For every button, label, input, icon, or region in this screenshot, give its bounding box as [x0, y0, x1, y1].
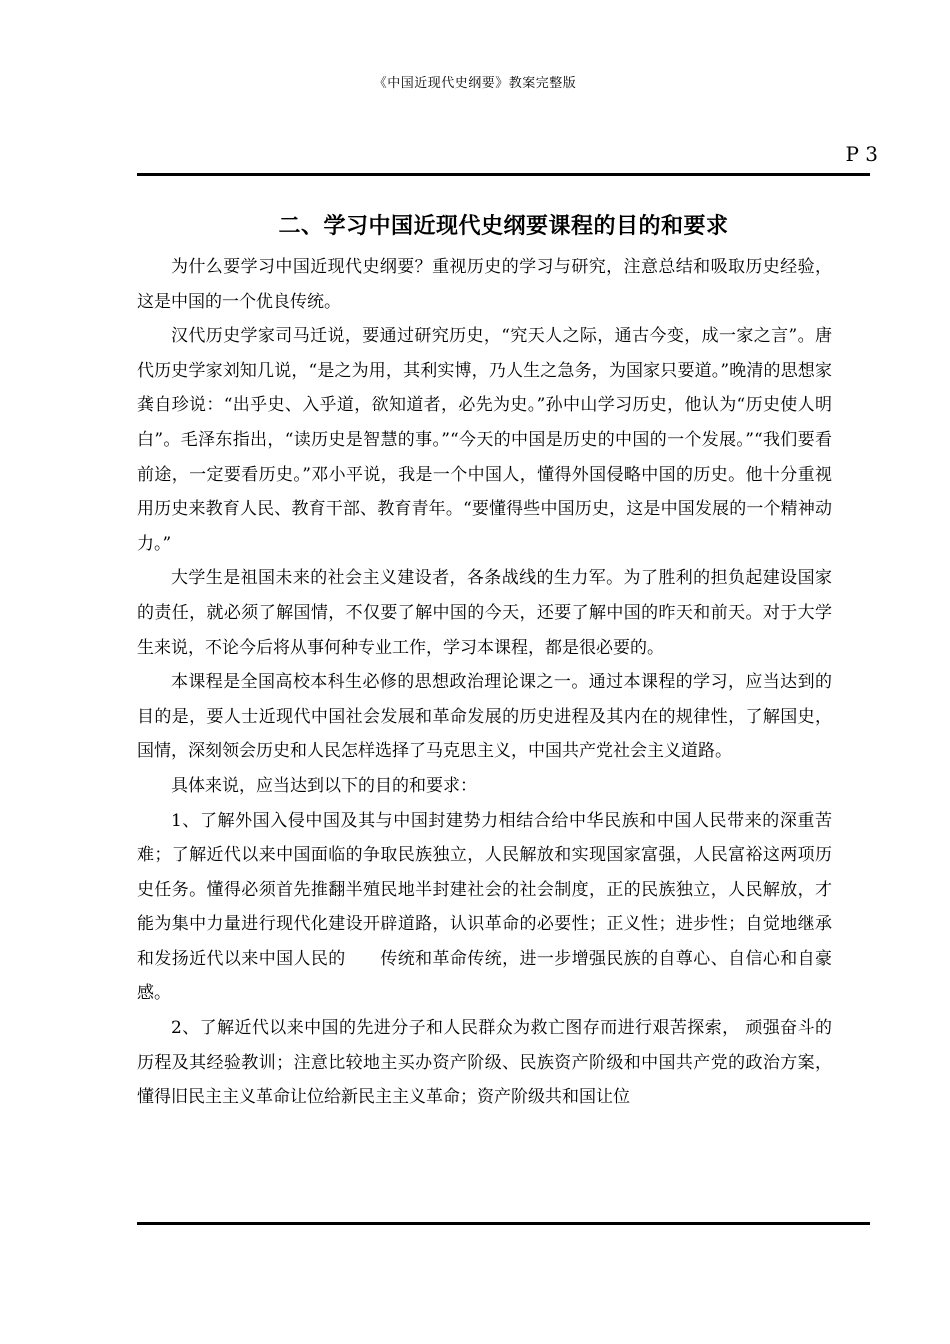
- header-rule: [137, 173, 870, 176]
- paragraph: 本课程是全国高校本科生必修的思想政治理论课之一。通过本课程的学习，应当达到的目的是，要人士近现代中国社会发展和革命发展的历史进程及其内在的规律性，了解国史，国情，深刻领会历史和人民怎样选择了马克思主义，中国共产党社会主义道路。: [137, 672, 832, 762]
- page-number: P 3: [845, 142, 878, 166]
- running-header: 《中国近现代史纲要》教案完整版: [373, 76, 577, 91]
- paragraph: 2、了解近代以来中国的先进分子和人民群众为救亡图存而进行艰苦探索， 顽强奋斗的历程及其经验教训；注意比较地主买办资产阶级、民族资产阶级和中国共产党的政治方案，懂得旧民主主义革命让位给新民主主义革命；资产阶级共和国让位: [137, 1018, 832, 1108]
- footer-rule: [137, 1222, 870, 1225]
- paragraph: 具体来说，应当达到以下的目的和要求：: [171, 775, 477, 796]
- section-title: 二、学习中国近现代史纲要课程的目的和要求: [278, 213, 729, 239]
- body-text: [137, 250, 832, 1115]
- paragraph: 汉代历史学家司马迁说，要通过研究历史，“究天人之际，通古今变，成一家之言”。唐代历史学家刘知几说，“是之为用，其利实博，乃人生之急务，为国家只要道。”晚清的思想家龚自珍说：“出乎史、入乎道，欲知道者，必先为史。”孙中山学习历史，他认为“历史使人明白”。毛泽东指出，“读历史是智慧的事。”“今天的中国是历史的中国的一个发展。”“我们要看前途，一定要看历史。”邓小平说，我是一个中国人，懂得外国侵略中国的历史。他十分重视用历史来教育人民、教育干部、教育青年。“要懂得些中国历史，这是中国发展的一个精神动力。”: [137, 326, 832, 554]
- paragraph: 1、了解外国入侵中国及其与中国封建势力相结合给中华民族和中国人民带来的深重苦难；了解近代以来中国面临的争取民族独立，人民解放和实现国家富强，人民富裕这两项历史任务。懂得必须首先推翻半殖民地半封建社会的社会制度，正的民族独立，人民解放，才能为集中力量进行现代化建设开辟道路，认识革命的必要性；正义性；进步性；自觉地继承和发扬近代以来中国人民的 传统和革命传统，进一步增强民族的自尊心、自信心和自豪感。: [137, 810, 832, 1004]
- paragraph: 大学生是祖国未来的社会主义建设者，各条战线的生力军。为了胜利的担负起建设国家的责任，就必须了解国情，不仅要了解中国的今天，还要了解中国的昨天和前天。对于大学生来说，不论今后将从事何种专业工作，学习本课程，都是很必要的。: [137, 568, 832, 658]
- paragraph: 为什么要学习中国近现代史纲要？重视历史的学习与研究，注意总结和吸取历史经验，这是中国的一个优良传统。: [137, 257, 832, 312]
